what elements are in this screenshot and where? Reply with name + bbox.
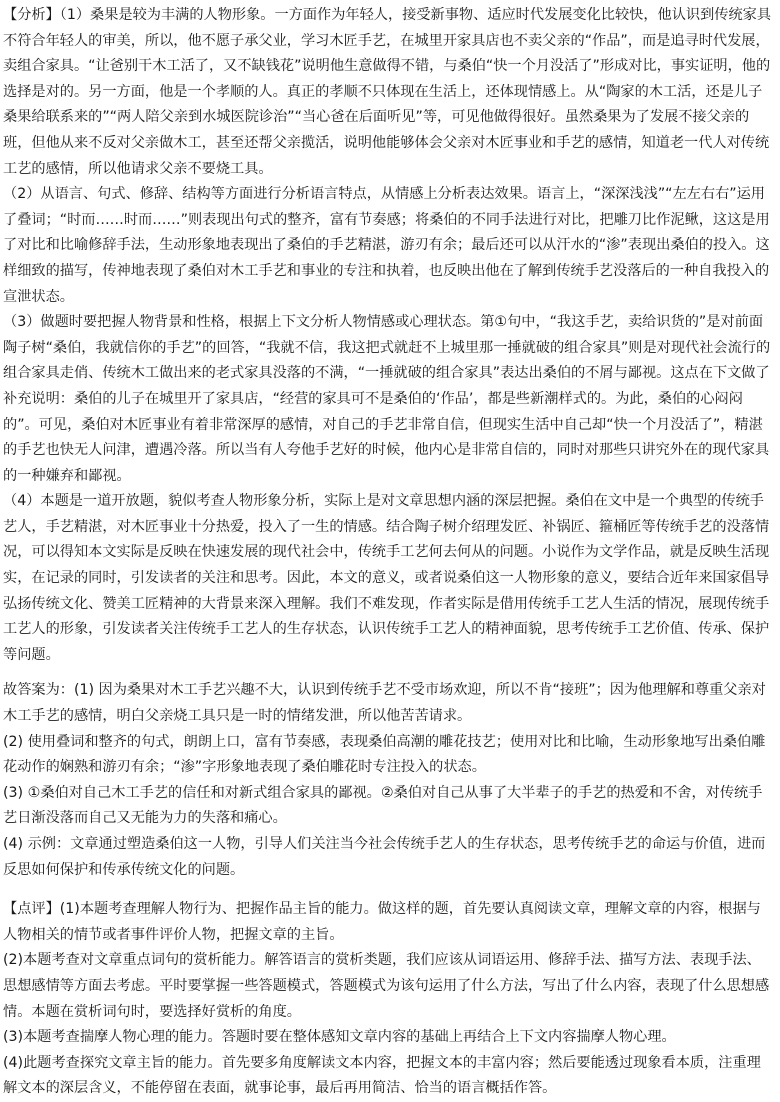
answer-4: (4) 示例：文章通过塑造桑伯这一人物，引导人们关注当今社会传统手艺人的生存状态，思考传统手艺的命运与价值，进而反思如何保护和传承传统文化的问题。 — [3, 836, 766, 878]
section-spacer — [3, 883, 775, 897]
analysis-paragraph-2: （2）从语言、句式、修辞、结构等方面进行分析语言特点，从情感上分析表达效果。语言上，“深深浅浅”“左左右右”运用了叠词；“时而……时而……”则表现出句式的整齐，富有节奏感；将桑伯的不同手法进行对比，把雕刀比作泥鳅，这这是用了对比和比喻修辞手法，生动形象地表现出了桑伯的手艺精湛，游刃有余；最后还可以从汗水的“渗”表现出桑伯的投入。这样细致的描写，传神地表现了桑伯对木工手艺和事业的专注和执着，也反映出他在了解到传统手艺没落后的一种自我投入的宣泄状态。 — [3, 186, 770, 305]
comment-3: (3)本题考查揣摩人物心理的能力。答题时要在整体感知文章内容的基础上再结合上下文内容揣摩人物心理。 — [3, 1029, 676, 1046]
comment-1: 【点评】(1)本题考查理解人物行为、把握作品主旨的能力。做这样的题，首先要认真阅读文章，理解文章的内容，根据与人物相关的情节或者事件评价人物，把握文章的主旨。 — [3, 901, 761, 943]
section-spacer — [3, 668, 775, 678]
answer-3: (3) ①桑伯对自己木工手艺的信任和对新式组合家具的鄙视。②桑伯对自己从事了大半辈子的手艺的热爱和不舍，对传统手艺日渐没落而自己又无能为力的失落和痛心。 — [3, 784, 763, 827]
answer-1: 故答案为：(1) 因为桑果对木工手艺兴趣不大，认识到传统手艺不受市场欢迎，所以不肯“接班”；因为他理解和尊重父亲对木工手艺的感情，明白父亲烧工具只是一时的情绪发泄，所以他苦苦请求。 — [3, 682, 766, 725]
analysis-paragraph-4: （4）本题是一道开放题，貌似考查人物形象分析，实际上是对文章思想内涵的深层把握。桑伯在文中是一个典型的传统手艺人，手艺精湛，对木匠事业十分热爱，投入了一生的情感。结合陶子树介绍理发匠、补锅匠、箍桶匠等传统手艺的没落情况，可以得知本文实际是反映在快速发展的现代社会中，传统手工艺何去何从的问题。小说作为文学作品，就是反映生活现实，在记录的同时，引发读者的关注和思考。因此，本文的意义，或者说桑伯这一人物形象的意义，要结合近年来国家倡导弘扬传统文化、赞美工匠精神的大背景来深入理解。我们不难发现，作者实际是借用传统手工艺人生活的情况，展现传统手工艺人的形象，引发读者关注传统手工艺人的生存状态，认识传统手工艺人的精神面貌，思考传统手工艺价值、传承、保护等问题。 — [3, 493, 770, 663]
comment-2: (2)本题考查对文章重点词句的赏析能力。解答语言的赏析类题，我们应该从词语运用、修辞手法、描写方法、表现手法、思想感情等方面去考虑。平时要掌握一些答题模式，答题模式为该句运用了什么方法，写出了什么内容，表现了什么思想感情。本题在赏析词句时，要选择好赏析的角度。 — [3, 952, 770, 1020]
analysis-paragraph-1: 【分析】（1）桑果是较为丰满的人物形象。一方面作为年轻人，接受新事物、适应时代发展变化比较快，他认识到传统家具不符合年轻人的审美，所以，他不愿子承父业，学习木匠手艺，在城里开家具店也不卖父亲的“作品”，而是追寻时代发展，卖组合家具。“让爸别干木工活了，又不缺钱花”说明他生意做得不错，与桑伯“快一个月没活了”形成对比，事实证明，他的选择是对的。另一方面，他是一个孝顺的人。真正的孝顺不只体现在生活上，还体现情感上。从“陶家的木工活，还是儿子桑果给联系来的”“两人陪父亲到水城医院诊治”“当心爸在后面听见”等，可见他做得很好。虽然桑果为了发展不接父亲的班，但他从来不反对父亲做木工，甚至还帮父亲揽活，说明他能够体会父亲对木匠事业和手艺的感情，知道老一代人对传统工艺的感情，所以他请求父亲不要烧工具。 — [3, 7, 772, 177]
comment-4: (4)此题考查探究文章主旨的能力。首先要多角度解读文本内容，把握文本的丰富内容；然后要能透过现象看本质，注重理解文本的深层含义，不能停留在表面，就事论事，最后再用简洁、恰当的语言概括作答。 — [3, 1054, 761, 1097]
answer-2: (2) 使用叠词和整齐的句式，朗朗上口，富有节奏感，表现桑伯高潮的雕花技艺；使用对比和比喻，生动形象地写出桑伯雕花动作的娴熟和游刃有余；“渗”字形象地表现了桑伯雕花时专注投入的状态。 — [3, 733, 766, 776]
analysis-paragraph-3: （3）做题时要把握人物背景和性格，根据上下文分析人物情感或心理状态。第①句中，“我这手艺，卖给识货的”是对前面陶子树“桑伯，我就信你的手艺”的回答，“我就不信，我这把式就赶不上城里那一捶就破的组合家具”则是对现代社会流行的组合家具走俏、传统木工做出来的老式家具没落的不满，“一捶就破的组合家具”表达出桑伯的不屑与鄙视。这点在下文做了补充说明：桑伯的儿子在城里开了家具店，“经营的家具可不是桑伯的‘作品’，都是些新潮样式的。为此，桑伯的心闷闷的”。可见，桑伯对木匠事业有着非常深厚的感情，对自己的手艺非常自信，但现实生活中自己却“快一个月没活了”，精湛的手艺也快无人问津，遭遇冷落。所以当有人夸他手艺好的时候，他内心是非常自信的，同时对那些只讲究外在的现代家具的一种嫌弃和鄙视。 — [3, 314, 771, 484]
